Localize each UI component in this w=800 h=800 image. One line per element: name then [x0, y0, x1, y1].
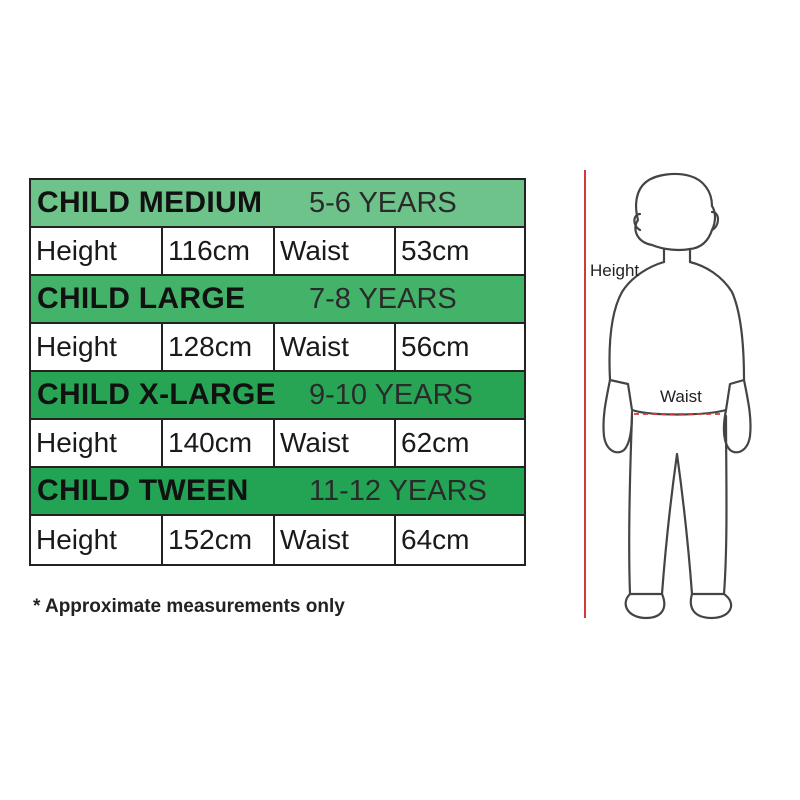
size-header-tween	[31, 468, 524, 516]
size-age: 11-12 YEARS	[309, 474, 487, 507]
waist-value: 64cm	[401, 524, 470, 555]
height-value: 152cm	[163, 516, 275, 564]
size-age: 5-6 YEARS	[309, 186, 457, 219]
size-name: CHILD LARGE	[37, 282, 246, 315]
height-label: Height	[31, 516, 163, 564]
measurement-row-x-large	[31, 420, 524, 468]
size-name: CHILD MEDIUM	[37, 186, 263, 219]
size-name: CHILD X-LARGE	[37, 378, 276, 411]
footnote: * Approximate measurements only	[33, 596, 345, 617]
left-shoe	[626, 594, 665, 618]
height-label: Height	[31, 324, 163, 370]
waist-label: Waist	[275, 516, 396, 564]
measurement-row-large	[31, 324, 524, 372]
waist-label: Waist	[275, 420, 396, 466]
size-header-medium	[31, 180, 524, 228]
size-header-x-large	[31, 372, 524, 420]
left-arm	[603, 380, 632, 452]
height-value: 116cm	[163, 228, 275, 274]
pants-outline	[629, 416, 726, 594]
size-age: 9-10 YEARS	[309, 378, 473, 411]
height-value: 140cm	[163, 420, 275, 466]
waist-label: Waist	[275, 228, 396, 274]
size-header-large	[31, 276, 524, 324]
height-marker-line	[584, 170, 586, 618]
size-name: CHILD TWEEN	[37, 474, 249, 507]
size-age: 7-8 YEARS	[309, 282, 457, 315]
measurement-row-medium	[31, 228, 524, 276]
height-value: 128cm	[163, 324, 275, 370]
measurement-row-tween	[31, 516, 524, 564]
height-label: Height	[31, 420, 163, 466]
waist-value: 56cm	[401, 331, 470, 362]
right-shoe	[691, 594, 731, 618]
figure-waist-label: Waist	[660, 387, 702, 406]
head-outline	[635, 174, 715, 250]
height-label: Height	[31, 228, 163, 274]
waist-value: 53cm	[401, 235, 470, 266]
figure-height-label: Height	[590, 261, 640, 280]
waist-value: 62cm	[401, 427, 470, 458]
size-chart-table	[29, 178, 526, 566]
waist-label: Waist	[275, 324, 396, 370]
